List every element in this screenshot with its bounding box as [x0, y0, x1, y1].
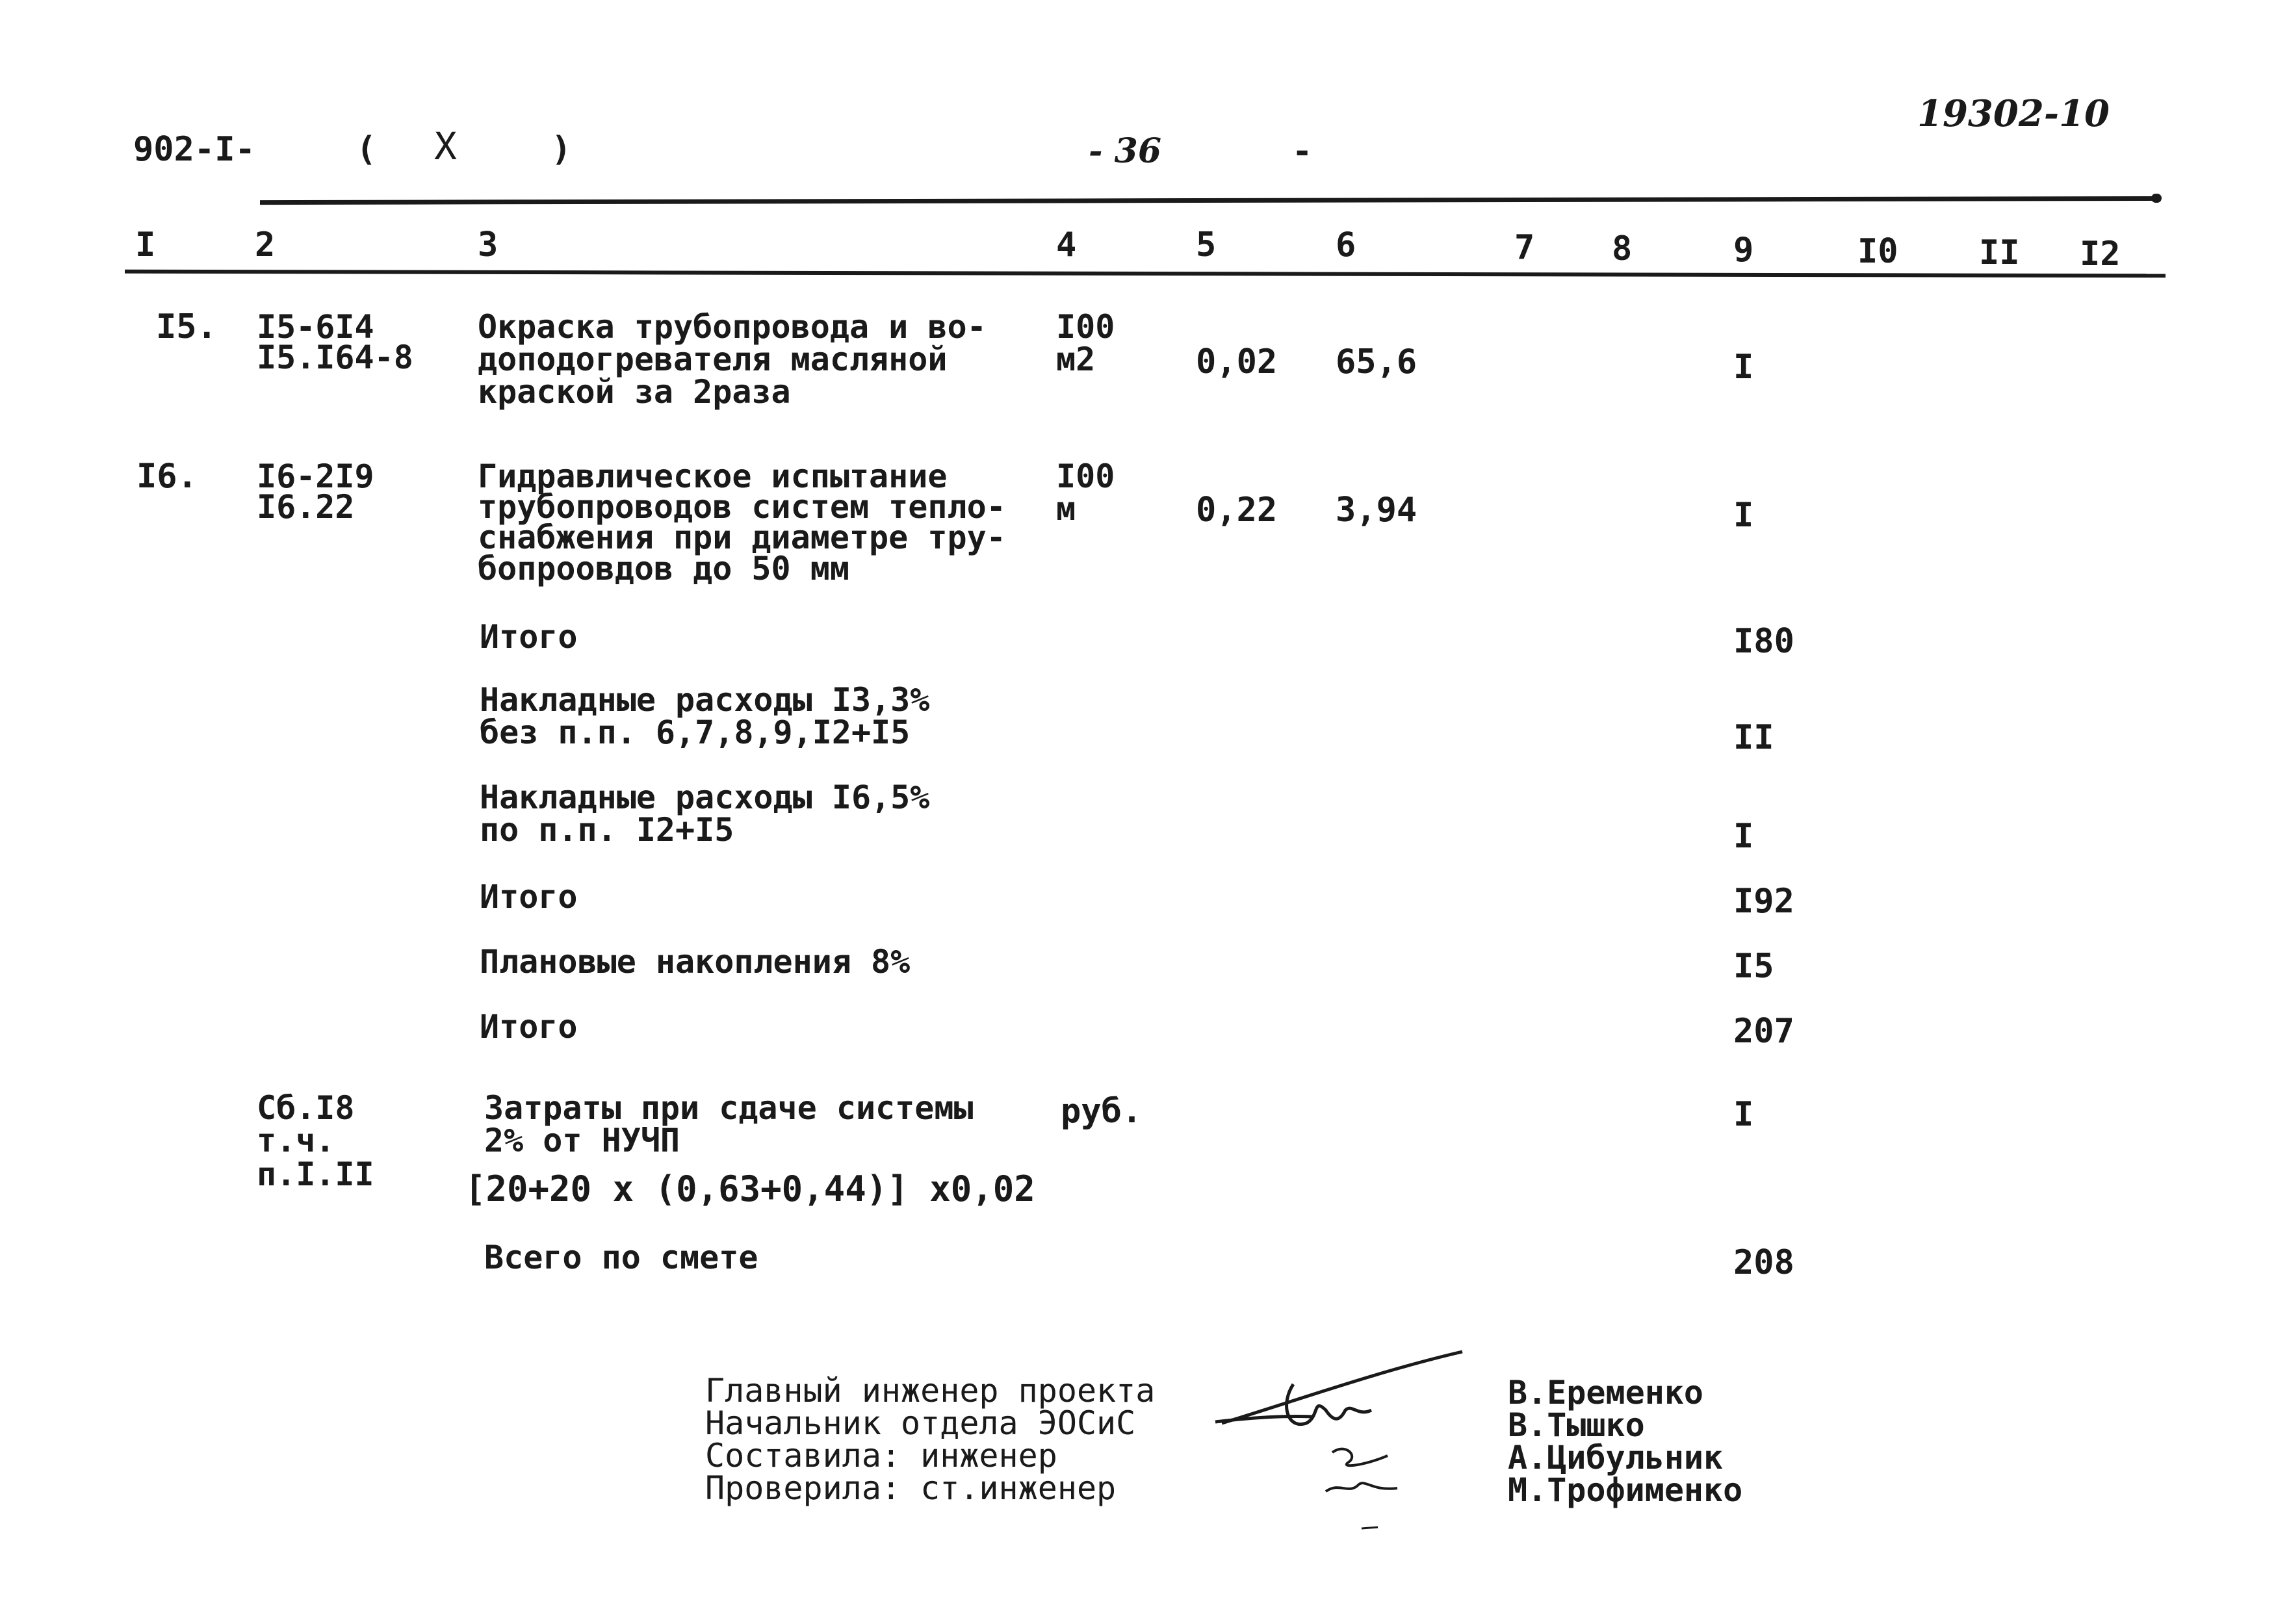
row-unit: I00	[1056, 308, 1115, 346]
row-code: п.I.II	[257, 1155, 374, 1193]
summary-value: I5	[1733, 947, 1774, 986]
row-code: I5-6I4	[257, 308, 374, 346]
row-number: I6.	[136, 457, 198, 496]
row-price: 3,94	[1336, 491, 1417, 530]
grand-total-value: 208	[1733, 1243, 1794, 1282]
summary-label: Накладные расходы I6,5%	[480, 779, 930, 816]
summary-value: I80	[1733, 622, 1794, 661]
document-code: 902-I-	[133, 130, 255, 169]
column-header-1: I	[135, 226, 156, 264]
signature-role: Проверила: ст.инженер	[705, 1469, 1117, 1507]
cost-formula: [20+20 х (0,63+0,44)] х0,02	[465, 1168, 1035, 1209]
header-rule	[260, 196, 2161, 205]
grand-total-label: Всего по смете	[484, 1239, 758, 1276]
page-number-dash: -	[1292, 132, 1313, 171]
summary-label: Итого	[480, 1008, 578, 1046]
column-header-3: 3	[478, 226, 498, 264]
summary-value: I92	[1733, 882, 1794, 921]
row-unit: м	[1056, 490, 1076, 528]
row-total: I	[1733, 496, 1754, 535]
row-total: I	[1733, 348, 1754, 387]
column-header-2: 2	[255, 226, 276, 264]
row-total: I	[1733, 1095, 1754, 1134]
row-quantity: 0,22	[1196, 491, 1278, 530]
signature-name: М.Трофименко	[1508, 1471, 1743, 1509]
signature-role: Главный инженер проекта	[705, 1372, 1156, 1410]
signature-name: А.Цибульник	[1508, 1439, 1724, 1476]
summary-value: I	[1733, 817, 1754, 856]
column-header-5: 5	[1196, 226, 1217, 264]
signature-name: В.Еременко	[1508, 1374, 1704, 1411]
summary-value: 207	[1733, 1012, 1794, 1051]
header-rule-cap	[2151, 194, 2162, 203]
paren-open: (	[356, 130, 377, 169]
row-price: 65,6	[1336, 342, 1417, 381]
summary-label: по п.п. I2+I5	[480, 811, 734, 849]
page-number: - 36	[1089, 131, 1162, 171]
row-code: Сб.I8	[257, 1089, 355, 1127]
row-description: Гидравлическое испытание	[478, 458, 948, 495]
row-unit: руб.	[1061, 1092, 1143, 1131]
signature-name: В.Тышко	[1508, 1406, 1645, 1444]
column-header-11: II	[1979, 233, 2020, 272]
inventory-number: 19302-10	[1917, 92, 2110, 135]
row-code: I6.22	[257, 488, 355, 526]
row-description: трубопроводов систем тепло-	[478, 488, 1006, 526]
row-description: доподогревателя масляной	[478, 341, 948, 378]
row-code: т.ч.	[257, 1122, 335, 1159]
summary-label: Итого	[480, 878, 578, 916]
row-code: I5.I64-8	[257, 339, 413, 376]
summary-label: Плановые накопления 8%	[480, 943, 911, 981]
row-description: краской за 2раза	[478, 373, 791, 411]
row-unit: I00	[1056, 458, 1115, 495]
paren-close: )	[551, 130, 572, 169]
signature-role: Составила: инженер	[705, 1437, 1057, 1475]
column-header-6: 6	[1336, 226, 1356, 264]
column-header-10: I0	[1857, 232, 1898, 271]
column-header-7: 7	[1514, 228, 1535, 267]
row-code: I6-2I9	[257, 458, 374, 495]
column-header-12: I2	[2080, 235, 2121, 274]
row-description: бопроовдов до 50 мм	[478, 550, 849, 587]
summary-label: Итого	[480, 618, 578, 656]
row-description: Затраты при сдаче системы	[484, 1089, 974, 1127]
column-header-9: 9	[1733, 231, 1754, 270]
row-description: Окраска трубопровода и во-	[478, 308, 987, 346]
handwritten-signatures	[1209, 1345, 1469, 1540]
row-quantity: 0,02	[1196, 342, 1278, 381]
summary-label: без п.п. 6,7,8,9,I2+I5	[480, 714, 911, 751]
summary-label: Накладные расходы I3,3%	[480, 681, 930, 719]
row-unit: м2	[1056, 341, 1096, 378]
column-header-8: 8	[1612, 229, 1633, 268]
row-description: снабжения при диаметре тру-	[478, 519, 1006, 556]
row-description: 2% от НУЧП	[484, 1122, 680, 1159]
column-header-4: 4	[1056, 226, 1077, 264]
handwritten-mark: Х	[434, 124, 457, 168]
summary-value: II	[1733, 718, 1774, 757]
row-number: I5.	[156, 307, 217, 346]
signature-role: Начальник отдела ЭОСиС	[705, 1404, 1136, 1442]
